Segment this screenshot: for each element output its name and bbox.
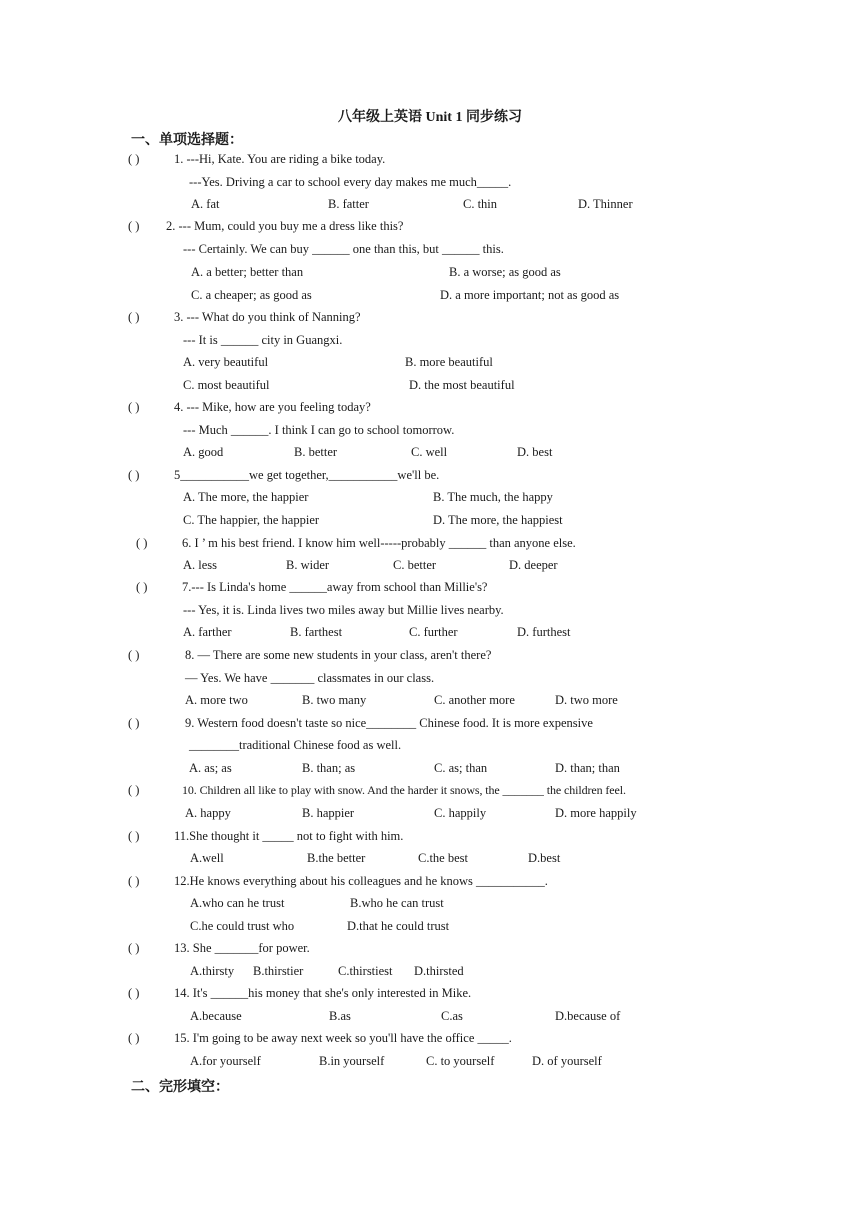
option-b: B. wider bbox=[286, 558, 330, 572]
option-c: C. as; than bbox=[434, 761, 488, 775]
option-c: C.as bbox=[441, 1009, 463, 1023]
option-d: D.thirsted bbox=[414, 964, 464, 978]
option-d: D. deeper bbox=[509, 558, 558, 572]
question-stem: 3. --- What do you think of Nanning? bbox=[174, 310, 361, 324]
answer-blank: ( ) bbox=[136, 536, 148, 550]
option-b: B.thirstier bbox=[253, 964, 304, 978]
option-a: A. more two bbox=[185, 693, 248, 707]
option-b: B. better bbox=[294, 445, 338, 459]
question-stem-line2: --- Much ______. I think I can go to school tomorrow. bbox=[183, 423, 455, 437]
option-b: B. than; as bbox=[302, 761, 356, 775]
section-heading-cloze: 二、完形填空： bbox=[131, 1079, 229, 1095]
option-d: D. best bbox=[517, 445, 553, 459]
option-a: A. farther bbox=[183, 625, 232, 639]
option-a: A.because bbox=[190, 1009, 242, 1023]
answer-blank: ( ) bbox=[128, 219, 140, 233]
page-title: 八年级上英语 Unit 1 同步练习 bbox=[338, 110, 522, 125]
question-stem: 15. I'm going to be away next week so you'll have the office _____. bbox=[174, 1031, 512, 1045]
option-b: B.in yourself bbox=[319, 1054, 385, 1068]
section-heading-multiple-choice: 一、单项选择题： bbox=[131, 132, 243, 148]
question-stem: 4. --- Mike, how are you feeling today? bbox=[174, 400, 371, 414]
option-c: C.the best bbox=[418, 851, 468, 865]
option-a: A. less bbox=[183, 558, 218, 572]
option-d: D. of yourself bbox=[532, 1054, 602, 1068]
option-b: B. two many bbox=[302, 693, 367, 707]
option-c: C. better bbox=[393, 558, 437, 572]
question-stem: 11.She thought it _____ not to fight with him. bbox=[174, 829, 404, 843]
option-a: A.who can he trust bbox=[190, 896, 285, 910]
option-d: D. the most beautiful bbox=[409, 378, 515, 392]
answer-blank: ( ) bbox=[128, 1031, 140, 1045]
option-c: C. to yourself bbox=[426, 1054, 495, 1068]
question-stem: 6. I ’ m his best friend. I know him well-----probably ______ than anyone else. bbox=[182, 536, 576, 550]
option-b: B.as bbox=[329, 1009, 351, 1023]
option-a: A. fat bbox=[191, 197, 220, 211]
question-stem: 7.--- Is Linda's home ______away from school than Millie's? bbox=[182, 580, 488, 594]
option-b: B. a worse; as good as bbox=[449, 265, 561, 279]
option-b: B. fatter bbox=[328, 197, 369, 211]
option-d: D.that he could trust bbox=[347, 919, 450, 933]
option-a: A. a better; better than bbox=[191, 265, 304, 279]
answer-blank: ( ) bbox=[136, 580, 148, 594]
answer-blank: ( ) bbox=[128, 648, 140, 662]
option-b: B.the better bbox=[307, 851, 366, 865]
option-c: C. further bbox=[409, 625, 458, 639]
option-d: D. Thinner bbox=[578, 197, 633, 211]
option-d: D. than; than bbox=[555, 761, 620, 775]
answer-blank: ( ) bbox=[128, 941, 140, 955]
option-a: A. as; as bbox=[189, 761, 232, 775]
option-d: D. furthest bbox=[517, 625, 571, 639]
question-stem-line2: ________traditional Chinese food as well. bbox=[189, 738, 402, 752]
answer-blank: ( ) bbox=[128, 310, 140, 324]
option-c: C. The happier, the happier bbox=[183, 513, 320, 527]
answer-blank: ( ) bbox=[128, 716, 140, 730]
option-b: B. more beautiful bbox=[405, 355, 493, 369]
option-d: D. more happily bbox=[555, 806, 637, 820]
option-c: C. happily bbox=[434, 806, 487, 820]
question-stem: 13. She _______for power. bbox=[174, 941, 310, 955]
answer-blank: ( ) bbox=[128, 468, 140, 482]
option-c: C. another more bbox=[434, 693, 515, 707]
option-c: C. well bbox=[411, 445, 448, 459]
question-stem: 14. It's ______his money that she's only interested in Mike. bbox=[174, 986, 472, 1000]
question-stem: 10. Children all like to play with snow. And the harder it snows, the _______ the children feel. bbox=[182, 783, 626, 797]
answer-blank: ( ) bbox=[128, 783, 140, 797]
option-b: B.who he can trust bbox=[350, 896, 444, 910]
option-c: C.thirstiest bbox=[338, 964, 393, 978]
option-a: A. good bbox=[183, 445, 224, 459]
answer-blank: ( ) bbox=[128, 986, 140, 1000]
question-stem: 9. Western food doesn't taste so nice________ Chinese food. It is more expensive bbox=[185, 716, 593, 730]
option-d: D.because of bbox=[555, 1009, 621, 1023]
question-stem-line2: --- Yes, it is. Linda lives two miles away but Millie lives nearby. bbox=[183, 603, 504, 617]
option-d: D. The more, the happiest bbox=[433, 513, 563, 527]
option-d: D. a more important; not as good as bbox=[440, 288, 620, 302]
option-c: C.he could trust who bbox=[190, 919, 295, 933]
option-b: B. happier bbox=[302, 806, 355, 820]
question-stem-line2: --- Certainly. We can buy ______ one than this, but ______ this. bbox=[183, 242, 504, 256]
question-stem: 8. — There are some new students in your class, aren't there? bbox=[185, 648, 492, 662]
option-c: C. thin bbox=[463, 197, 498, 211]
option-a: A.thirsty bbox=[190, 964, 235, 978]
question-stem: 2. --- Mum, could you buy me a dress like this? bbox=[166, 219, 404, 233]
question-stem-line2: --- It is ______ city in Guangxi. bbox=[183, 333, 343, 347]
option-a: A.for yourself bbox=[190, 1054, 261, 1068]
option-d: D.best bbox=[528, 851, 561, 865]
option-c: C. most beautiful bbox=[183, 378, 270, 392]
question-stem: 1. ---Hi, Kate. You are riding a bike today. bbox=[174, 152, 386, 166]
question-stem: 12.He knows everything about his colleagues and he knows ___________. bbox=[174, 874, 548, 888]
question-stem-line2: — Yes. We have _______ classmates in our class. bbox=[185, 671, 435, 685]
answer-blank: ( ) bbox=[128, 400, 140, 414]
option-a: A. very beautiful bbox=[183, 355, 269, 369]
option-d: D. two more bbox=[555, 693, 618, 707]
question-stem: 5___________we get together,___________we'll be. bbox=[174, 468, 440, 482]
option-b: B. farthest bbox=[290, 625, 343, 639]
answer-blank: ( ) bbox=[128, 829, 140, 843]
option-a: A.well bbox=[190, 851, 224, 865]
option-a: A. The more, the happier bbox=[183, 490, 309, 504]
option-b: B. The much, the happy bbox=[433, 490, 553, 504]
option-c: C. a cheaper; as good as bbox=[191, 288, 312, 302]
answer-blank: ( ) bbox=[128, 152, 140, 166]
option-a: A. happy bbox=[185, 806, 231, 820]
answer-blank: ( ) bbox=[128, 874, 140, 888]
question-stem-line2: ---Yes. Driving a car to school every day makes me much_____. bbox=[189, 175, 512, 189]
